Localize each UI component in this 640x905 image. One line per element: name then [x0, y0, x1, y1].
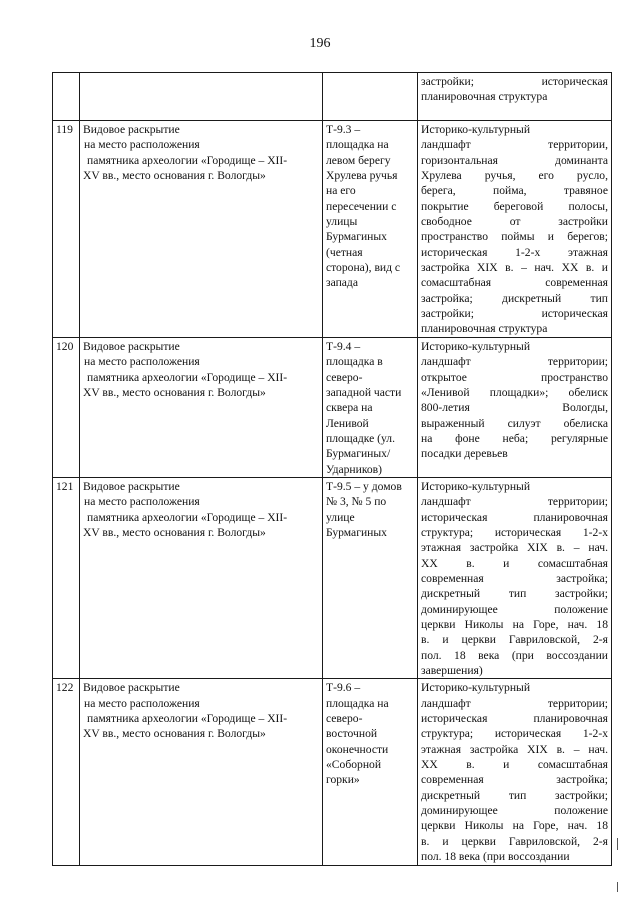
scan-edge-mark	[617, 882, 618, 892]
view-name-line: XV вв., место основания г. Вологды»	[83, 525, 266, 539]
view-point-cell	[323, 73, 418, 121]
view-name-line: на место расположения	[84, 355, 200, 369]
view-name-line: памятника археологии «Городище – XII-	[87, 153, 288, 167]
view-point-line: северо-	[326, 370, 363, 384]
description-line: пространство поймы и берегов;	[421, 230, 608, 244]
description-line: посадки деревьев	[421, 447, 508, 461]
view-point-line: площадке (ул.	[326, 431, 395, 445]
view-point-line: Хрулева ручья	[326, 169, 398, 183]
view-point-line: запада	[326, 276, 358, 290]
description-line: структура; историческая 1-2-х	[421, 727, 608, 741]
view-name-line: на место расположения	[84, 138, 200, 152]
description-line: историческая 1-2-х этажная	[421, 245, 608, 259]
description-line: покрытие береговой полосы,	[421, 199, 608, 213]
view-name-cell	[80, 337, 323, 477]
view-point-cell	[323, 477, 418, 678]
view-point-line: Т-9.3 –	[326, 123, 361, 136]
view-point-line: сквера на	[326, 401, 373, 415]
view-description-cell	[418, 679, 612, 865]
view-point-cell	[323, 337, 418, 477]
view-point-line: северо-	[326, 712, 363, 726]
description-line: XX в. и сомасштабная	[421, 758, 608, 772]
description-line: современная застройка;	[421, 773, 608, 787]
view-point-line: улице	[326, 510, 355, 524]
description-line: берега, пойма, травяное	[421, 184, 608, 198]
description-line: выраженный силуэт обелиска	[421, 416, 608, 430]
description-line: историческая планировочная	[421, 712, 608, 726]
description-line: пол. 18 века (при воссоздании	[421, 648, 608, 662]
description-line: ландшафт территории;	[421, 355, 608, 369]
view-point-line: Бурмагиных/	[326, 447, 391, 461]
view-point-line: Т-9.5 – у домов	[326, 479, 402, 493]
page-number: 196	[309, 36, 331, 51]
view-point-line: площадка на	[326, 138, 389, 152]
view-point-line: Ударников)	[326, 462, 383, 476]
view-point-line: сторона), вид с	[326, 261, 401, 275]
view-name-line: Видовое раскрытие	[83, 681, 180, 695]
description-line: этажная застройка XIX в. – нач.	[421, 742, 608, 756]
description-line: Историко-культурный	[421, 339, 531, 353]
description-line: пол. 18 века (при воссоздании	[421, 850, 570, 864]
view-point-line: левом берегу	[326, 153, 391, 167]
description-line: застройки; историческая	[421, 75, 608, 88]
description-line: 800-летия Вологды,	[421, 401, 608, 415]
description-line: Историко-культурный	[421, 479, 531, 493]
description-line: в. и церкви Гавриловской, 2-я	[421, 633, 608, 647]
description-line: ландшафт территории,	[421, 138, 608, 152]
description-line: застройка XIX в. – нач. XX в. и	[421, 261, 608, 275]
view-name-line: XV вв., место основания г. Вологды»	[83, 727, 266, 741]
view-name-line: на место расположения	[84, 696, 200, 710]
view-point-line: № 3, № 5 по	[326, 495, 387, 509]
description-line: Историко-культурный	[421, 123, 531, 136]
monument-view-table	[52, 72, 612, 866]
description-line: XX в. и сомасштабная	[421, 556, 608, 570]
view-point-cell	[323, 121, 418, 338]
view-name-line: XV вв., место основания г. Вологды»	[83, 169, 266, 183]
description-line: церкви Николы на Горе, нач. 18	[421, 819, 608, 833]
view-point-line: на его	[326, 184, 356, 198]
scan-edge-mark	[617, 838, 618, 850]
description-line: Историко-культурный	[421, 681, 531, 695]
description-line: на фоне неба; регулярные	[421, 431, 608, 445]
description-line: сомасштабная современная	[421, 276, 608, 290]
view-point-line: площадка на	[326, 696, 389, 710]
description-line: планировочная структура	[421, 322, 548, 336]
description-line: завершения)	[421, 664, 483, 678]
view-point-line: Бурмагиных	[326, 525, 387, 539]
view-name-line: памятника археологии «Городище – XII-	[87, 370, 288, 384]
description-line: открытое пространство	[421, 370, 608, 384]
view-name-line: памятника археологии «Городище – XII-	[87, 712, 288, 726]
description-line: современная застройка;	[421, 571, 608, 585]
description-line: этажная застройка XIX в. – нач.	[421, 541, 608, 555]
table-row-continuation	[53, 73, 612, 121]
description-line: планировочная структура	[421, 90, 548, 104]
view-point-line: улицы	[326, 215, 358, 229]
view-name-line: на место расположения	[84, 495, 200, 509]
view-name-line: Видовое раскрытие	[83, 479, 180, 493]
view-point-line: «Соборной	[326, 758, 382, 772]
description-line: ландшафт территории;	[421, 696, 608, 710]
description-line: застройка; дискретный тип	[421, 291, 608, 305]
table-row	[53, 337, 612, 477]
description-line: горизонтальная доминанта	[421, 153, 608, 167]
table-row	[53, 679, 612, 865]
view-description-cell	[418, 121, 612, 338]
description-line: Хрулева ручья, его русло,	[421, 169, 608, 183]
view-name-cell	[80, 477, 323, 678]
table-row	[53, 121, 612, 338]
view-point-cell	[323, 679, 418, 865]
view-name-line: Видовое раскрытие	[83, 123, 180, 136]
view-name-cell	[80, 121, 323, 338]
view-point-line: Т-9.4 –	[326, 339, 361, 353]
row-number-cell: 119	[53, 121, 80, 338]
row-number-cell	[53, 73, 80, 121]
description-line: доминирующее положение	[421, 804, 608, 818]
description-line: церкви Николы на Горе, нач. 18	[421, 618, 608, 631]
view-description-cell	[418, 337, 612, 477]
view-point-line: Бурмагиных	[326, 230, 387, 244]
view-point-line: площадка в	[326, 355, 383, 369]
view-description-cell	[418, 477, 612, 678]
description-line: дискретный тип застройки;	[421, 788, 608, 802]
description-line: структура; историческая 1-2-х	[421, 525, 608, 539]
view-name-line: Видовое раскрытие	[83, 339, 180, 353]
table-row	[53, 477, 612, 678]
view-point-line: оконечности	[326, 742, 389, 756]
view-name-line: памятника археологии «Городище – XII-	[87, 510, 288, 524]
description-line: доминирующее положение	[421, 602, 608, 616]
description-line: свободное от застройки	[421, 215, 608, 229]
description-line: застройки; историческая	[421, 307, 608, 321]
row-number-cell: 121	[53, 477, 80, 678]
row-number-cell: 120	[53, 337, 80, 477]
description-line: «Ленивой площадки»; обелиск	[421, 385, 608, 399]
view-name-cell	[80, 679, 323, 865]
description-line: в. и церкви Гавриловской, 2-я	[421, 834, 608, 848]
view-description-cell	[418, 73, 612, 121]
description-line: дискретный тип застройки;	[421, 587, 608, 601]
description-line: историческая планировочная	[421, 510, 608, 524]
view-name-line: XV вв., место основания г. Вологды»	[83, 385, 266, 399]
view-name-cell	[80, 73, 323, 121]
view-point-line: пересечении с	[326, 199, 397, 213]
row-number-cell: 122	[53, 679, 80, 865]
description-line: ландшафт территории;	[421, 495, 608, 509]
view-point-line: Т-9.6 –	[326, 681, 361, 695]
view-point-line: восточной	[326, 727, 378, 741]
view-point-line: (четная	[326, 245, 363, 259]
view-point-line: Ленивой	[326, 416, 369, 430]
view-point-line: западной части	[326, 385, 402, 399]
view-point-line: горки»	[326, 773, 360, 787]
